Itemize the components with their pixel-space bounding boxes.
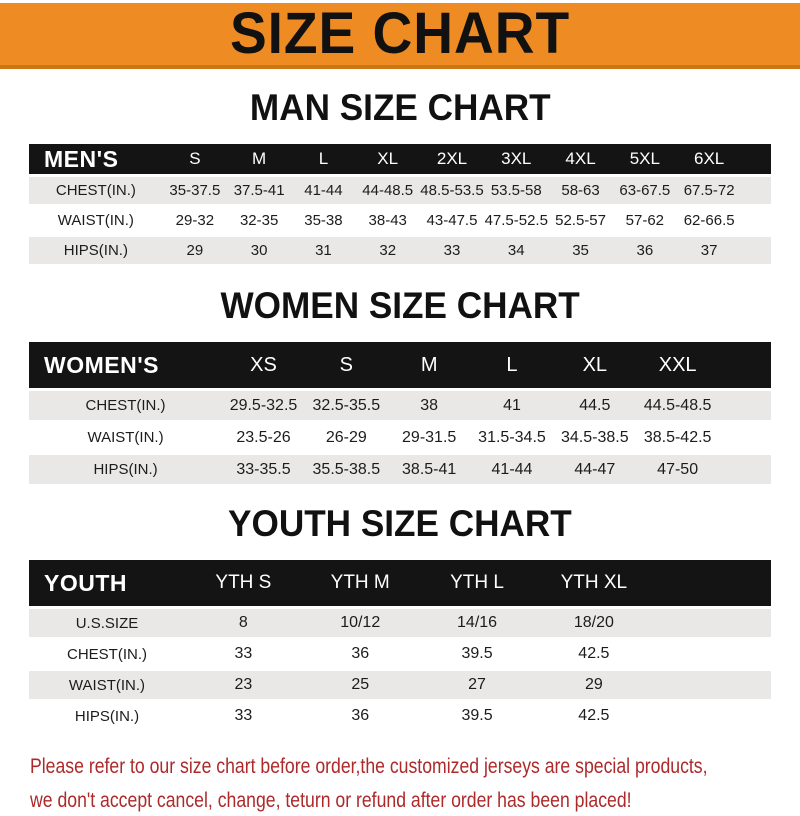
value-cell: 47-50 [657,460,699,478]
table-header-row [29,342,771,388]
value-cell: 67.5-72 [683,182,735,199]
table-row [29,671,771,699]
size-header-cell: XS [250,353,277,376]
value-cell: 62-66.5 [683,212,735,229]
banner [0,3,800,69]
size-header-cell: 5XL [629,149,660,168]
size-header-cell: YTH L [450,572,504,593]
size-header-cell: 4XL [565,149,596,168]
banner-title: SIZE CHART [229,1,571,66]
spacer-cell [652,671,771,699]
spacer-cell [719,342,771,388]
size-chart-page [0,1,800,813]
value-cell: 44.5 [579,396,611,414]
value-cell: 32 [379,242,397,259]
value-cell: 23.5-26 [236,428,291,446]
size-header-cell: 6XL [694,149,725,168]
value-cell: 30 [250,242,268,259]
table-row [29,423,771,452]
spacer-cell [741,237,771,264]
table-row [29,702,771,730]
table-header-row [29,144,771,174]
table-row [29,391,771,420]
value-cell: 41-44 [304,182,343,199]
value-cell: 29-31.5 [402,428,457,446]
value-cell: 58-63 [561,182,600,199]
value-cell: 42.5 [578,645,610,662]
value-cell: 29 [186,242,204,259]
table-row [29,455,771,484]
spacer-cell [719,455,771,484]
value-cell: 39.5 [461,645,493,662]
value-cell: 38 [420,396,439,414]
value-cell: 33 [443,242,461,259]
value-cell: 14/16 [457,614,498,631]
section-women [0,287,800,487]
value-cell: 29 [584,676,603,693]
value-cell: 57-62 [625,212,665,229]
table-row [29,177,771,204]
section-title-women [0,287,800,324]
section-title-women-text: WOMEN SIZE CHART [220,285,580,326]
size-header-cell: S [339,353,353,376]
spacer-cell [652,560,771,606]
value-cell: 63-67.5 [619,182,671,199]
value-cell: 35.5-38.5 [312,460,381,478]
section-title-youth [0,505,800,542]
size-header-cell: 2XL [436,149,468,168]
measurement-label-cell: HIPS(IN.) [93,461,158,478]
value-cell: 35 [572,242,589,259]
value-cell: 33 [234,707,253,724]
value-cell: 36 [351,707,370,724]
womens-size-table [29,339,771,487]
section-men [0,89,800,267]
value-cell: 42.5 [578,707,610,724]
size-header-cell: XL [377,149,399,168]
measurement-label-cell: CHEST(IN.) [55,182,136,199]
table-row [29,237,771,264]
size-header-cell: XXL [658,353,697,376]
spacer-cell [652,702,771,730]
spacer-cell [652,640,771,668]
measurement-label-cell: WAIST(IN.) [87,429,164,446]
value-cell: 52.5-57 [555,212,606,229]
section-title-men [0,89,800,126]
table-title-cell: MEN'S [44,145,119,172]
value-cell: 38.5-41 [402,460,457,478]
value-cell: 33 [234,645,253,662]
table-header-row [29,560,771,606]
size-header-cell: L [506,353,518,376]
value-cell: 44.5-48.5 [643,396,712,414]
value-cell: 31 [315,242,332,259]
value-cell: 43-47.5 [426,212,478,229]
mens-size-table [29,141,771,267]
size-header-cell: S [189,149,201,168]
value-cell: 29-32 [175,212,215,229]
value-cell: 32-35 [239,212,279,229]
section-title-youth-text: YOUTH SIZE CHART [228,503,572,544]
value-cell: 36 [636,242,654,259]
measurement-label-cell: HIPS(IN.) [74,707,140,725]
size-header-cell: M [420,353,438,376]
table-row [29,609,771,637]
value-cell: 27 [468,676,486,693]
measurement-label-cell: WAIST(IN.) [57,212,134,229]
spacer-cell [741,177,771,204]
value-cell: 48.5-53.5 [420,182,484,199]
value-cell: 41 [503,396,521,414]
size-header-cell: XL [582,353,608,376]
size-header-cell: 3XL [501,149,532,168]
value-cell: 18/20 [573,614,614,631]
value-cell: 29.5-32.5 [229,396,298,414]
value-cell: 38-43 [368,212,407,229]
value-cell: 35-37.5 [169,182,221,199]
section-title-men-text: MAN SIZE CHART [249,87,551,128]
table-title-cell: YOUTH [44,569,127,596]
value-cell: 34.5-38.5 [561,428,629,446]
value-cell: 39.5 [461,707,493,724]
value-cell: 25 [351,676,370,693]
value-cell: 37.5-41 [233,182,285,199]
footer-line-2: we don't accept cancel, change, teturn or refund after order has been placed! [30,789,632,813]
value-cell: 34 [507,242,525,259]
value-cell: 37 [700,242,718,259]
table-row [29,640,771,668]
table-title-cell: WOMEN'S [44,351,160,378]
measurement-label-cell: WAIST(IN.) [68,676,146,694]
table-row [29,207,771,234]
spacer-cell [741,144,771,174]
measurement-label-cell: U.S.SIZE [75,614,139,632]
value-cell: 44-47 [574,460,616,478]
value-cell: 35-38 [304,212,343,229]
footer-line-1: Please refer to our size chart before order,the customized jerseys are special products, [30,755,708,778]
value-cell: 10/12 [340,614,381,631]
size-header-cell: L [318,149,329,168]
measurement-label-cell: CHEST(IN.) [66,645,147,663]
value-cell: 33-35.5 [236,460,291,478]
value-cell: 36 [351,645,370,662]
value-cell: 38.5-42.5 [643,428,712,446]
size-header-cell: YTH XL [560,572,628,593]
size-header-cell: YTH M [330,572,390,593]
size-header-cell: YTH S [215,572,272,593]
spacer-cell [719,423,771,452]
measurement-label-cell: CHEST(IN.) [85,397,166,414]
youth-size-table [29,557,771,733]
value-cell: 53.5-58 [490,182,542,199]
value-cell: 31.5-34.5 [478,428,546,446]
size-header-cell: M [252,149,267,168]
spacer-cell [741,207,771,234]
value-cell: 8 [238,614,248,631]
footer-disclaimer [30,753,800,816]
value-cell: 41-44 [491,460,533,478]
value-cell: 32.5-35.5 [312,396,381,414]
value-cell: 23 [234,676,253,693]
section-youth [0,505,800,733]
spacer-cell [719,391,771,420]
value-cell: 44-48.5 [362,182,414,199]
measurement-label-cell: HIPS(IN.) [63,242,128,259]
value-cell: 26-29 [325,428,367,446]
spacer-cell [652,609,771,637]
value-cell: 47.5-52.5 [484,212,548,229]
